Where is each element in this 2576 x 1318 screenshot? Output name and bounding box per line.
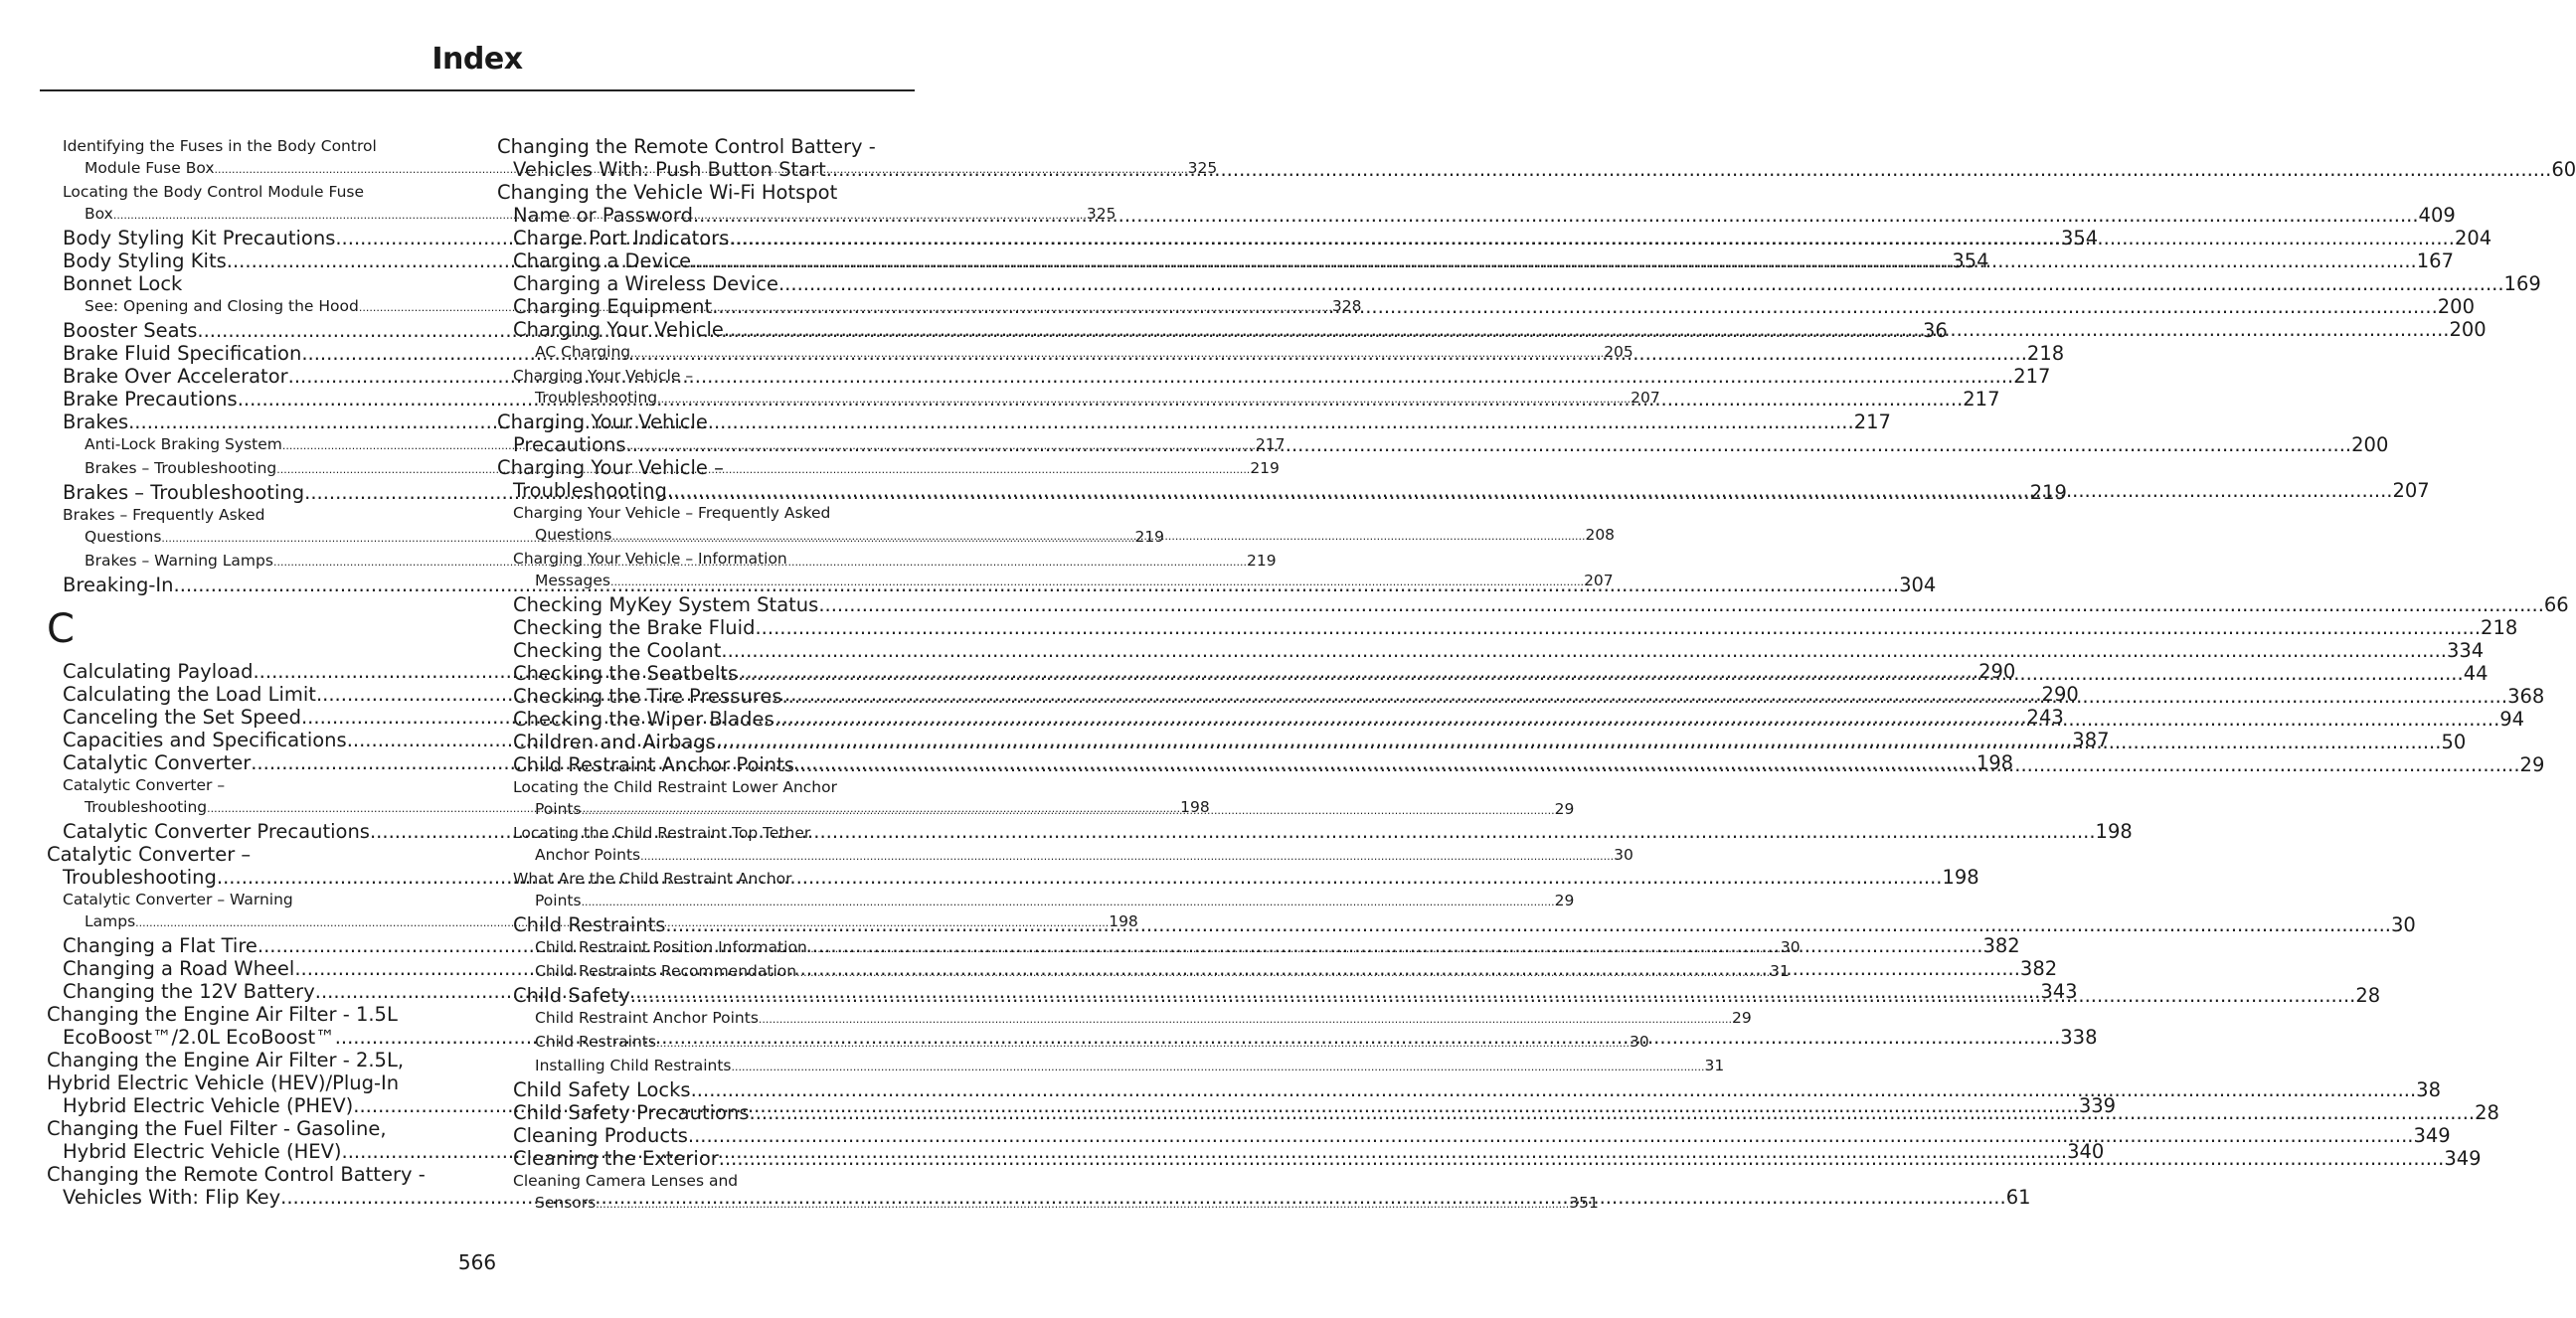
entry-page-number[interactable]: 340 [2067, 1140, 2105, 1163]
entry-text: Troubleshooting [535, 389, 658, 407]
entry-text: Installing Child Restraints [535, 1057, 732, 1074]
entry-text: Name or Password [513, 204, 693, 227]
dot-leader [778, 272, 2504, 295]
entry-text: Troubleshooting [63, 866, 217, 889]
index-subentry [497, 936, 1801, 960]
entry-page-number[interactable]: 36 [1922, 319, 1948, 342]
entry-text: Brakes – Frequently Asked [63, 506, 265, 524]
index-entry [47, 481, 2067, 504]
index-subentry [497, 1007, 1752, 1031]
entry-page-number[interactable]: 30 [2391, 913, 2416, 936]
entry-text: Checking the Brake Fluid [513, 616, 756, 639]
entry-page-number[interactable]: 382 [1982, 934, 2020, 957]
entry-page-number[interactable]: 31 [1704, 1057, 1725, 1074]
entry-page-number[interactable]: 94 [2499, 708, 2525, 731]
dot-leader [826, 158, 2552, 181]
entry-page-number[interactable]: 198 [1180, 798, 1210, 816]
entry-text: Child Restraint Anchor Points [535, 1009, 759, 1027]
entry-text: Catalytic Converter [63, 751, 252, 774]
entry-page-number[interactable]: 38 [2416, 1078, 2441, 1101]
dot-leader [721, 639, 2447, 662]
page-title: Index [431, 42, 523, 77]
entry-page-number[interactable]: 217 [1255, 435, 1286, 453]
entry-page-number[interactable]: 328 [1331, 297, 1362, 315]
entry-page-number[interactable]: 339 [2078, 1094, 2117, 1117]
entry-text: Anchor Points [535, 846, 641, 864]
entry-text: Calculating Payload [63, 660, 254, 683]
entry-page-number[interactable]: 200 [2351, 433, 2389, 456]
dot-leader [807, 938, 1781, 960]
dot-leader [630, 343, 1604, 365]
entry-page-number[interactable]: 218 [2481, 616, 2518, 639]
entry-page-number[interactable]: 207 [1584, 572, 1614, 589]
index-subentry [497, 341, 1633, 365]
entry-page-number[interactable]: 349 [2413, 1124, 2451, 1147]
entry-text: Checking the Seatbelts [513, 662, 739, 685]
entry-text: Charging Your Vehicle – [497, 456, 724, 479]
entry-page-number[interactable]: 198 [1975, 751, 2014, 774]
entry-text: Cleaning the Exterior [513, 1147, 719, 1170]
index-entry [47, 272, 456, 295]
entry-text: Calculating the Load Limit [63, 683, 316, 706]
entry-text: Checking the Coolant [513, 639, 722, 662]
entry-page-number[interactable]: 61 [2005, 1186, 2031, 1209]
entry-text: Locating the Body Control Module Fuse [63, 183, 365, 201]
entry-page-number[interactable]: 200 [2437, 295, 2475, 318]
dot-leader [796, 962, 1770, 984]
entry-page-number[interactable]: 325 [1086, 205, 1116, 223]
entry-page-number[interactable]: 351 [1569, 1194, 1599, 1212]
entry-page-number[interactable]: 207 [2392, 479, 2430, 502]
entry-text: Box [85, 205, 113, 223]
entry-page-number[interactable]: 28 [2355, 984, 2381, 1007]
entry-text: Brakes – Troubleshooting [63, 481, 305, 504]
entry-text: Charging Equipment [513, 295, 713, 318]
entry-text: Child Safety Locks [513, 1078, 691, 1101]
dot-leader [656, 1033, 1630, 1055]
entry-text: Capacities and Specifications [63, 729, 347, 751]
entry-text: Points [535, 892, 582, 909]
entry-text: Child Safety Precautions [513, 1101, 750, 1124]
entry-text: Cleaning Products [513, 1124, 688, 1147]
entry-text: Messages [535, 572, 611, 589]
dot-leader [729, 227, 2455, 249]
entry-page-number[interactable]: 208 [1585, 526, 1616, 544]
entry-text: Child Safety [513, 984, 630, 1007]
entry-page-number[interactable]: 29 [1554, 800, 1575, 818]
entry-text: Identifying the Fuses in the Body Control [63, 137, 377, 155]
dot-leader [691, 1078, 2417, 1101]
dot-leader [611, 526, 1585, 548]
entry-page-number[interactable]: 30 [1780, 938, 1801, 956]
entry-page-number[interactable]: 218 [2026, 342, 2065, 365]
entry-text: Changing the Fuel Filter - Gasoline, [47, 1117, 387, 1140]
entry-page-number[interactable]: 50 [2441, 731, 2467, 753]
dot-leader [774, 708, 2500, 731]
entry-page-number[interactable]: 219 [1250, 459, 1280, 477]
entry-text: Changing the Remote Control Battery - [47, 1163, 426, 1186]
dot-leader [750, 1101, 2476, 1124]
entry-text: Vehicles With: Push Button Start [513, 158, 826, 181]
index-entry [497, 639, 2485, 662]
entry-text: Changing the Remote Control Battery - [497, 135, 876, 158]
dot-leader [610, 572, 1584, 593]
index-subentry [497, 1031, 1649, 1055]
index-entry [497, 272, 2541, 295]
entry-text: Canceling the Set Speed [63, 706, 301, 729]
index-subentry [497, 1170, 1599, 1216]
entry-text: Checking the Wiper Blades [513, 708, 774, 731]
entry-text: Catalytic Converter – [63, 776, 226, 794]
dot-leader [630, 984, 2356, 1007]
dot-leader [691, 249, 2417, 272]
dot-leader [665, 913, 2391, 936]
entry-text: Brake Fluid Specification [63, 342, 302, 365]
entry-text: Child Restraint Anchor Points [513, 753, 794, 776]
entry-text: Children and Airbags [513, 731, 716, 753]
entry-page-number[interactable]: 198 [2095, 820, 2133, 843]
dot-leader [626, 433, 2352, 456]
entry-page-number[interactable]: 29 [1731, 1009, 1752, 1027]
entry-text: Charging a Wireless Device [513, 272, 778, 295]
entry-page-number[interactable]: 387 [2072, 729, 2110, 751]
entry-page-number[interactable]: 304 [1899, 574, 1937, 596]
entry-text: Charging Your Vehicle – Frequently Asked [513, 504, 831, 522]
entry-text: Charging Your Vehicle – Information [513, 550, 787, 568]
entry-page-number[interactable]: 219 [1134, 528, 1165, 546]
dot-leader [688, 1124, 2414, 1147]
entry-text: Breaking-In [63, 574, 174, 596]
dot-leader [693, 204, 2419, 227]
dot-leader [217, 866, 1943, 889]
entry-text: Body Styling Kit Precautions [63, 227, 336, 249]
entry-text: Changing the Vehicle Wi-Fi Hotspot [497, 181, 838, 204]
entry-text: Checking the Tire Pressures [513, 685, 782, 708]
title-divider [40, 89, 915, 91]
entry-text: Child Restraints [535, 1033, 656, 1051]
index-entry [497, 616, 2518, 639]
entry-page-number[interactable]: 31 [1770, 962, 1790, 980]
dot-leader [755, 616, 2481, 639]
entry-page-number[interactable]: 29 [1554, 892, 1575, 909]
entry-text: Charging Your Vehicle [513, 318, 724, 341]
section-letter: C [47, 606, 75, 652]
dot-leader [128, 411, 1854, 433]
entry-text: Changing a Road Wheel [63, 957, 295, 980]
entry-text: Changing the Engine Air Filter - 2.5L, [47, 1049, 405, 1071]
entry-page-number[interactable]: 29 [2519, 753, 2545, 776]
entry-page-number[interactable]: 30 [1630, 1033, 1649, 1051]
entry-text: Troubleshooting [85, 798, 208, 816]
entry-text: Hybrid Electric Vehicle (PHEV) [63, 1094, 354, 1117]
entry-page-number[interactable]: 167 [2416, 249, 2454, 272]
dot-leader [716, 731, 2442, 753]
entry-page-number[interactable]: 368 [2507, 685, 2545, 708]
dot-leader [712, 295, 2438, 318]
entry-text: Hybrid Electric Vehicle (HEV) [63, 1140, 342, 1163]
entry-page-number[interactable]: 198 [1109, 912, 1138, 930]
dot-leader [759, 1009, 1732, 1031]
entry-text: Locating the Child Restraint Top Tether [513, 824, 811, 842]
entry-text: Brakes – Warning Lamps [85, 552, 273, 570]
entry-page-number[interactable]: 349 [2444, 1147, 2482, 1170]
dot-leader [794, 753, 2520, 776]
entry-page-number[interactable]: 217 [2013, 365, 2051, 388]
entry-page-number[interactable]: 204 [2454, 227, 2492, 249]
entry-text: Precautions [513, 433, 626, 456]
entry-page-number[interactable]: 243 [2026, 706, 2064, 729]
entry-page-number[interactable]: 205 [1604, 343, 1633, 361]
entry-page-number[interactable]: 44 [2463, 662, 2489, 685]
index-subentry [497, 868, 1575, 913]
entry-text: Lamps [85, 912, 136, 930]
entry-text: Module Fuse Box [85, 159, 215, 177]
entry-page-number[interactable]: 207 [1631, 389, 1660, 407]
entry-page-number[interactable]: 217 [1963, 388, 2000, 411]
entry-text: Bonnet Lock [63, 272, 183, 295]
entry-page-number[interactable]: 219 [1247, 552, 1277, 570]
dot-leader [596, 1194, 1569, 1216]
entry-page-number[interactable]: 343 [2040, 980, 2078, 1003]
entry-text: AC Charging [535, 343, 631, 361]
dot-leader [640, 846, 1614, 868]
entry-page-number[interactable]: 354 [2060, 227, 2099, 249]
entry-text: Points [535, 800, 582, 818]
entry-text: Child Restraint Position Information [535, 938, 807, 956]
entry-text: Questions [85, 528, 162, 546]
index-entry [497, 1124, 2451, 1147]
dot-leader [818, 593, 2544, 616]
entry-text: Brakes [63, 411, 129, 433]
entry-text: Troubleshooting [513, 479, 667, 502]
entry-page-number[interactable]: 338 [2060, 1026, 2098, 1049]
entry-page-number[interactable]: 198 [1942, 866, 1979, 889]
dot-leader [781, 685, 2507, 708]
entry-text: Cleaning Camera Lenses and [513, 1172, 739, 1190]
dot-leader [732, 1057, 1705, 1078]
entry-page-number[interactable]: 290 [1978, 660, 2016, 683]
entry-page-number[interactable]: 60 [2551, 158, 2576, 181]
dot-leader [667, 479, 2393, 502]
entry-page-number[interactable]: 354 [1952, 249, 1989, 272]
entry-page-number[interactable]: 382 [2019, 957, 2058, 980]
entry-text: Questions [535, 526, 612, 544]
entry-page-number[interactable]: 334 [2446, 639, 2485, 662]
entry-page-number[interactable]: 409 [2418, 204, 2456, 227]
dot-leader [582, 800, 1555, 822]
entry-text: Checking MyKey System Status [513, 593, 819, 616]
entry-text: Catalytic Converter Precautions [63, 820, 370, 843]
entry-page-number[interactable]: 217 [1853, 411, 1891, 433]
entry-page-number[interactable]: 200 [2449, 318, 2487, 341]
dot-leader [724, 318, 2450, 341]
index-subentry [497, 1055, 1725, 1078]
entry-text: Brakes – Troubleshooting [85, 459, 277, 477]
entry-text: Body Styling Kits [63, 249, 227, 272]
entry-text: Booster Seats [63, 319, 198, 342]
index-entry [497, 1078, 2441, 1101]
entry-text: Anti-Lock Braking System [85, 435, 282, 453]
index-subentry [497, 960, 1790, 984]
page-number: 566 [457, 1250, 497, 1274]
entry-text: Catalytic Converter – [47, 843, 252, 866]
entry-text: Child Restraints [513, 913, 666, 936]
entry-page-number[interactable]: 325 [1187, 159, 1218, 177]
entry-text: EcoBoost™/2.0L EcoBoost™ [63, 1026, 335, 1049]
entry-text: Changing the 12V Battery [63, 980, 315, 1003]
dot-leader [719, 1147, 2445, 1170]
entry-page-number[interactable]: 169 [2503, 272, 2541, 295]
entry-text: Brake Precautions [63, 388, 238, 411]
entry-text: See: Opening and Closing the Hood [85, 297, 359, 315]
entry-text: Child Restraints Recommendation [535, 962, 797, 980]
entry-text: Charging a Device [513, 249, 692, 272]
dot-leader [657, 389, 1631, 411]
entry-text: Charging Your Vehicle – [513, 367, 694, 385]
entry-page-number[interactable]: 290 [2041, 683, 2079, 706]
entry-text: Charging Your Vehicle [497, 411, 708, 433]
entry-text: Vehicles With: Flip Key [63, 1186, 281, 1209]
entry-text: Changing a Flat Tire [63, 934, 258, 957]
index-subentry [497, 822, 1633, 868]
index-subentry [497, 365, 1660, 411]
dot-leader [582, 892, 1555, 913]
entry-text: Changing the Engine Air Filter - 1.5L [47, 1003, 398, 1026]
entry-page-number[interactable]: 30 [1614, 846, 1633, 864]
entry-text: Locating the Child Restraint Lower Anchor [513, 778, 837, 796]
entry-page-number[interactable]: 66 [2543, 593, 2569, 616]
entry-page-number[interactable]: 28 [2475, 1101, 2499, 1124]
entry-text: What Are the Child Restraint Anchor [513, 870, 792, 888]
index-entry [497, 593, 2569, 616]
entry-text: Hybrid Electric Vehicle (HEV)/Plug-In [47, 1071, 400, 1094]
dot-leader [738, 662, 2464, 685]
entry-text: Sensors [535, 1194, 597, 1212]
entry-page-number[interactable]: 219 [2029, 481, 2067, 504]
entry-text: Charge Port Indicators [513, 227, 730, 249]
entry-text: Catalytic Converter – Warning [63, 891, 293, 908]
entry-text: Brake Over Accelerator [63, 365, 288, 388]
